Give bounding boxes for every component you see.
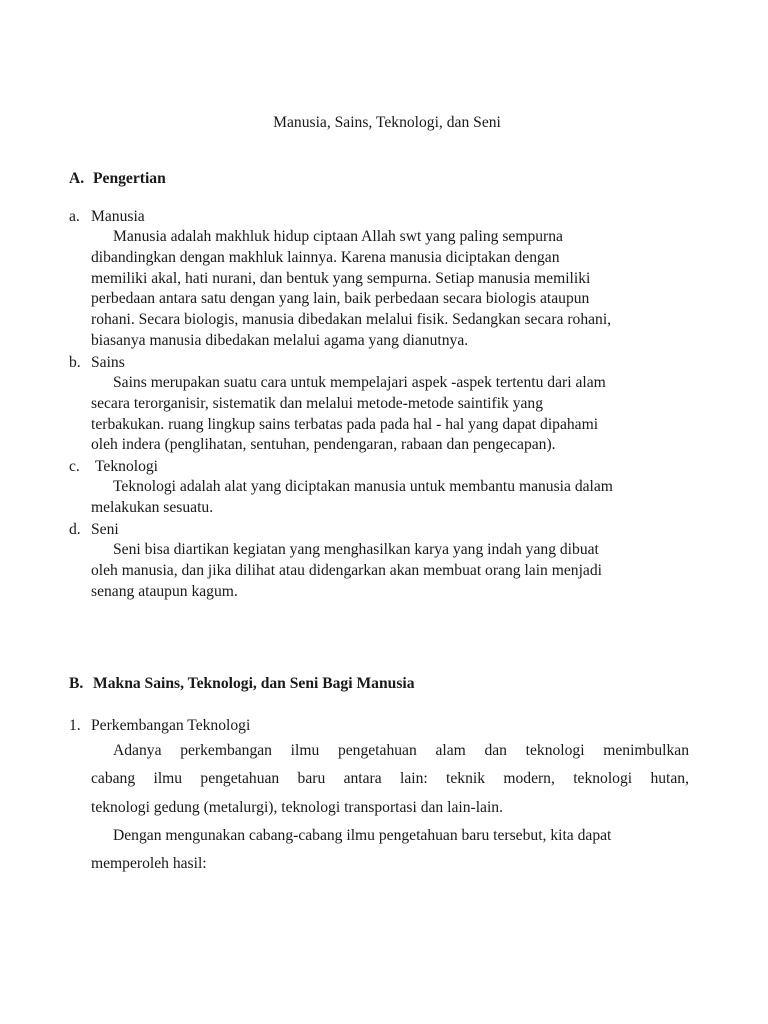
section-b-heading [69,673,415,695]
paragraph-line: cabang ilmu pengetahuan baru antara lain: teknik modern, teknologi hutan, [91,770,689,788]
paragraph-sains [91,373,691,456]
item-marker: c. [69,458,80,475]
item-perkembangan-teknologi-label [69,715,250,737]
item-seni-label [69,519,119,541]
item-sains-label [69,352,125,374]
paragraph-line: dibandingkan dengan makhluk lainnya. Karena manusia diciptakan dengan [91,248,560,266]
paragraph-line: perbedaan antara satu dengan yang lain, baik perbedaan secara biologis ataupun [91,290,590,308]
paragraph-line: Sains merupakan suatu cara untuk mempelajari aspek -aspek tertentu dari alam [113,374,606,391]
paragraph-line: Teknologi adalah alat yang diciptakan manusia untuk membantu manusia dalam [113,478,613,495]
paragraph-perkembangan-teknologi [91,737,691,878]
paragraph-manusia [91,227,691,352]
item-title: Teknologi [95,458,159,475]
paragraph-line: rohani. Secara biologis, manusia dibedakan melalui fisik. Sedangkan secara rohani, [91,311,612,329]
section-a-title: Pengertian [93,170,166,187]
paragraph-line: secara terorganisir, sistematik dan melalui metode-metode saintifik yang [91,394,544,412]
paragraph-line: terbakukan. ruang lingkup sains terbatas pada pada hal - hal yang dapat dipahami [91,415,599,433]
paragraph-line: Adanya perkembangan ilmu pengetahuan alam dan teknologi menimbulkan [113,742,689,759]
item-marker: a. [69,208,80,225]
paragraph-line: Seni bisa diartikan kegiatan yang menghasilkan karya yang indah yang dibuat [113,541,599,558]
paragraph-line: oleh indera (penglihatan, sentuhan, pendengaran, rabaan dan pengecapan). [91,436,556,454]
paragraph-line: memperoleh hasil: [91,855,207,873]
paragraph-line: oleh manusia, dan jika dilihat atau didengarkan akan membuat orang lain menjadi [91,561,602,579]
paragraph-line: Dengan mengunakan cabang-cabang ilmu pengetahuan baru tersebut, kita dapat [113,826,612,844]
section-b-title: Makna Sains, Teknologi, dan Seni Bagi Manusia [93,675,415,692]
paragraph-line: melakukan sesuatu. [91,498,214,516]
paragraph-line: senang ataupun kagum. [91,582,238,600]
item-manusia-label [69,206,145,228]
item-marker: b. [69,354,81,371]
paragraph-line: Manusia adalah makhluk hidup ciptaan Allah swt yang paling sempurna [113,228,563,245]
paragraph-line: teknologi gedung (metalurgi), teknologi transportasi dan lain-lain. [91,798,503,816]
section-a-heading [69,168,166,190]
paragraph-line: biasanya manusia dibedakan melalui agama yang dianutnya. [91,331,469,349]
paragraph-teknologi [91,477,691,519]
paragraph-line: memiliki akal, hati nurani, dan bentuk yang sempurna. Setiap manusia memiliki [91,269,591,287]
section-a-number: A. [69,170,85,187]
item-title: Seni [91,521,119,538]
item-title: Sains [91,354,125,371]
paragraph-seni [91,540,691,602]
item-title: Manusia [91,208,145,225]
document-title: Manusia, Sains, Teknologi, dan Seni [273,114,501,131]
item-teknologi-label [69,456,158,478]
item-marker: d. [69,521,81,538]
section-b-number: B. [69,675,84,692]
item-marker: 1. [69,717,81,734]
item-title: Perkembangan Teknologi [91,717,251,734]
